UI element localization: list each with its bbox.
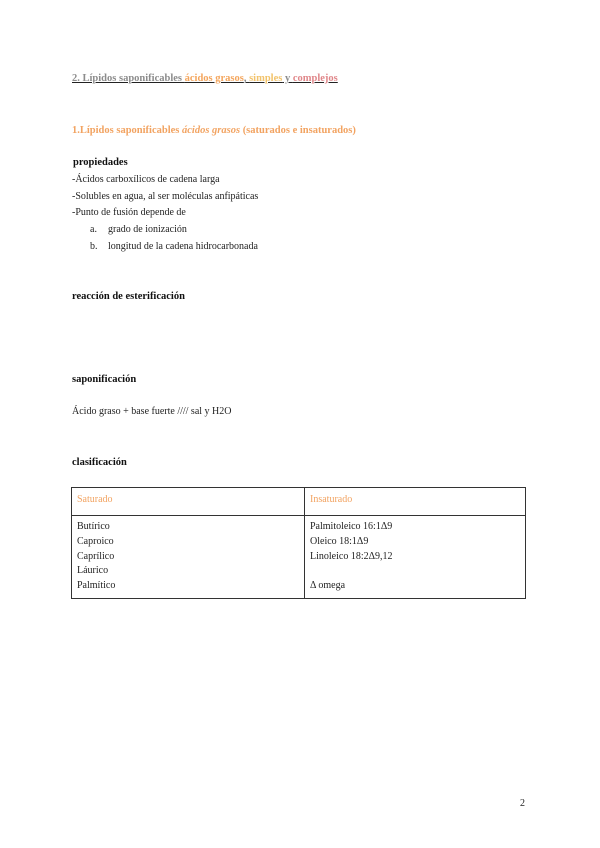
saturado-item: Butírico [77, 521, 110, 532]
insaturado-item: Palmitoleico 16:1Δ9 [310, 521, 393, 532]
clasificacion-title: clasificación [72, 457, 127, 468]
insaturado-cell [305, 516, 526, 599]
heading1-prefix: 1.Lípidos saponificables [72, 125, 182, 136]
insaturado-item: Linoleico 18:2Δ9,12 [310, 550, 393, 562]
saturado-item: Láurico [77, 565, 109, 577]
subitem-text: longitud de la cadena hidrocarbonada [108, 241, 258, 252]
saturado-item: Caproico [77, 535, 114, 547]
saponificacion-text: Ácido graso + base fuerte //// sal y H2O [72, 406, 232, 417]
esterificacion-title: reacción de esterificación [72, 291, 185, 302]
insaturado-item: Δ omega [310, 580, 346, 592]
clasificacion-table [71, 487, 526, 599]
saturado-item: Palmítico [77, 580, 116, 592]
heading1-italic: ácidos grasos [182, 125, 241, 136]
insaturado-item [310, 564, 520, 579]
insaturado-item: Oleico 18:1Δ9 [310, 535, 369, 547]
propiedades-title: propiedades [73, 157, 128, 168]
saturado-cell [72, 516, 305, 599]
subitem-marker: a. [90, 224, 97, 235]
header-saturado: Saturado [72, 488, 305, 516]
subitem-marker: b. [90, 241, 98, 252]
saturado-item: Caprílico [77, 550, 115, 562]
section-heading-2 [72, 73, 338, 84]
heading2-part-comma: , [243, 73, 250, 84]
heading2-part-lipidos: 2. Lípidos saponificables [72, 73, 185, 84]
table-row [72, 516, 526, 599]
page-number: 2 [520, 798, 525, 809]
table-header-row [72, 488, 526, 516]
heading2-part-y: y [282, 73, 293, 84]
heading2-part-acidos-grasos: ácidos grasos [184, 73, 244, 84]
heading1-suffix: (saturados e insaturados) [240, 125, 356, 136]
propiedades-item: -Solubles en agua, al ser moléculas anfipáticas [72, 191, 259, 202]
header-insaturado: Insaturado [305, 488, 526, 516]
propiedades-subitem [90, 224, 187, 235]
propiedades-item: -Ácidos carboxílicos de cadena larga [72, 174, 220, 185]
saponificacion-title: saponificación [72, 374, 137, 385]
heading2-part-simples: simples [249, 73, 283, 84]
propiedades-subitem [90, 241, 258, 252]
propiedades-item: -Punto de fusión depende de [72, 207, 186, 218]
section-heading-1 [72, 125, 356, 136]
subitem-text: grado de ionización [108, 224, 187, 235]
heading2-part-complejos: complejos [292, 73, 338, 84]
